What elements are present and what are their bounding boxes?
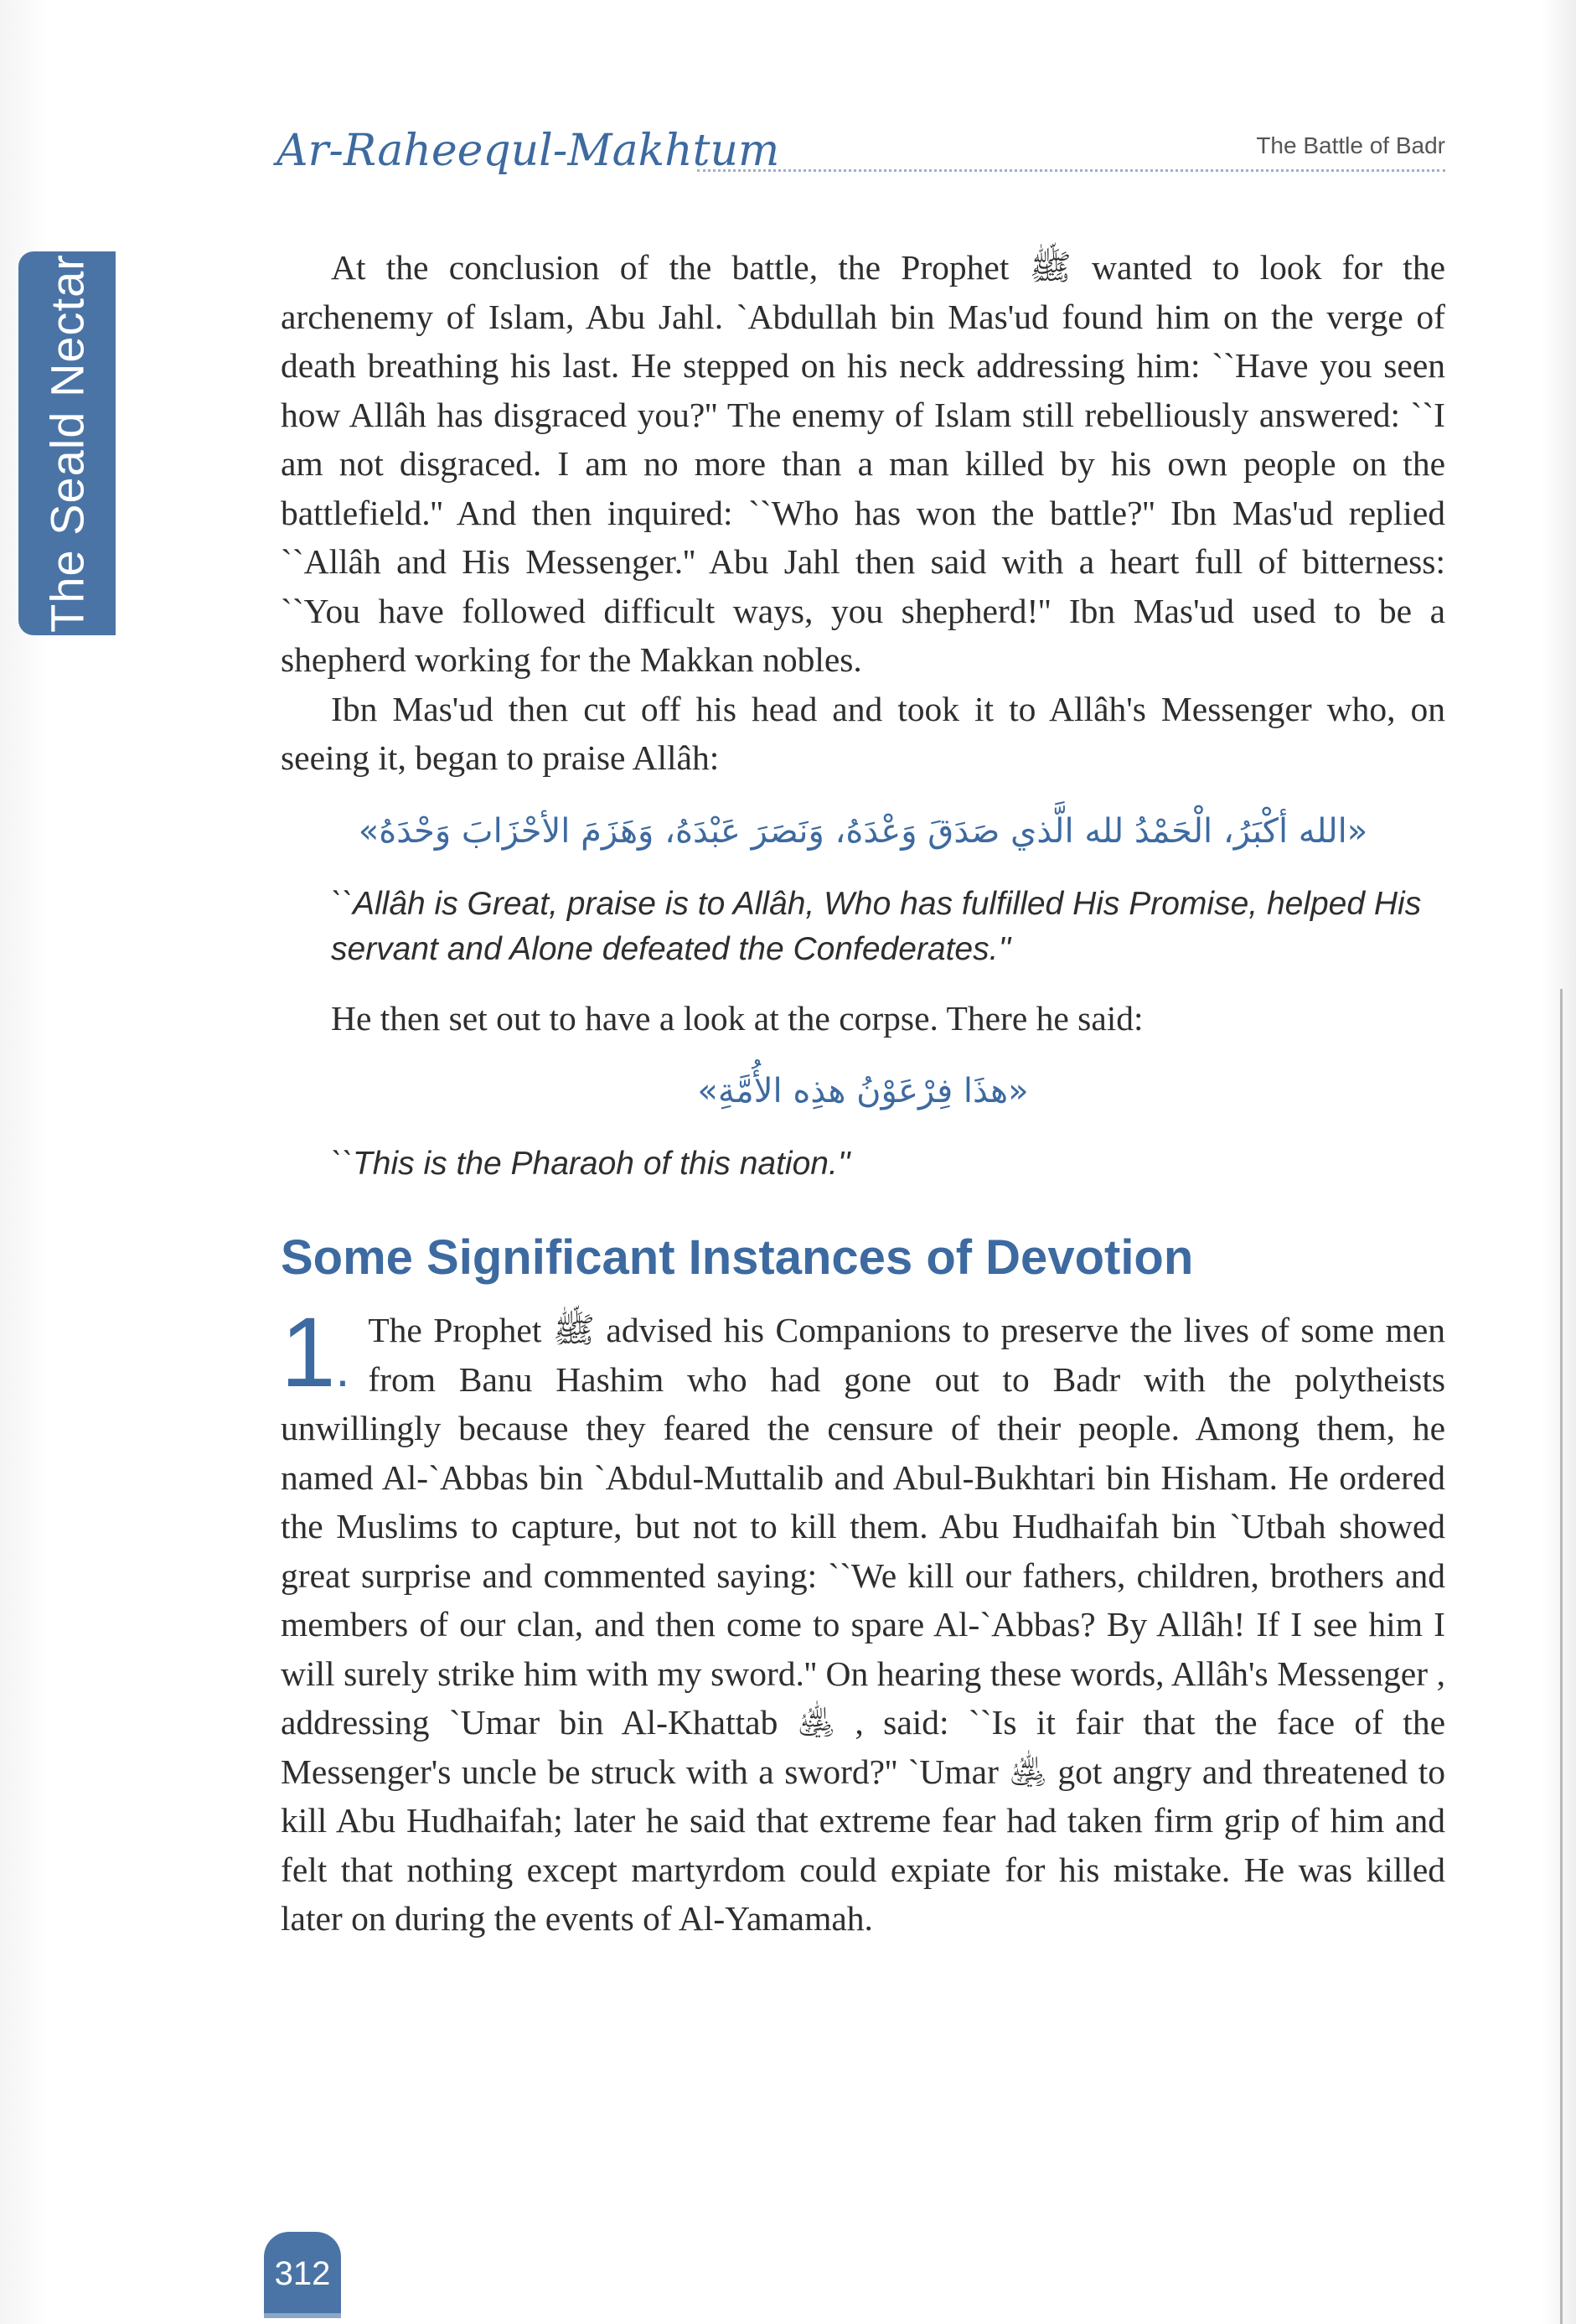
paragraph-corpse: He then set out to have a look at the corpse. There he said: [331, 998, 1144, 1038]
page-content [281, 243, 1445, 1944]
item-number: 1. [281, 1297, 350, 1408]
paragraph-ibn-masud: Ibn Mas'ud then cut off his head and took it to Allâh's Messenger who, on seeing it, began to praise Allâh: [281, 689, 1445, 777]
page-number: 312 [264, 2232, 341, 2316]
translation-2: ``This is the Pharaoh of this nation.'' [331, 1146, 850, 1182]
running-header [276, 117, 1445, 184]
book-title: Ar-Raheequl-Makhtum [276, 126, 780, 176]
side-tab-label: The Seald Nectar [40, 254, 94, 633]
translation-1: ``Allâh is Great, praise is to Allâh, Who has fulfilled His Promise, helped His servant and Alone defeated the Confederates.'' [331, 885, 1422, 967]
arabic-quote-1: «الله أكْبَرُ، الْحَمْدُ لله الَّذي صَدَقَ وَعْدَهُ، وَنَصَرَ عَبْدَهُ، وَهَزَمَ الأحْزَابَ وَحْدَهُ» [358, 811, 1368, 851]
chapter-title: The Battle of Badr [1248, 132, 1445, 159]
page-edge-rule [1560, 989, 1563, 2324]
item-text: The Prophet ﷺ advised his Companions to preserve the lives of some men from Banu Hashim who had gone out to Badr with the polytheists unwillingly because they feared the censure of their people. Among them, he named Al-`Abbas bin `Abdul-Muttalib and Abul-Bukhtari bin Hisham. He ordered the Muslims to capture, but not to kill them. Abu Hudhaifah bin `Utbah showed great surprise and commented saying: ``We kill our fathers, children, brothers and members of our clan, and then come to spare Al-`Abbas? By Allâh! If I see him I will surely strike him with my sword.'' On hearing these words, Allâh's Messenger , addressing `Umar bin Al-Khattab ﵁ , said: ``Is it fair that the face of the Messenger's uncle be struck with a sword?'' `Umar ﵁ got angry and threatened to kill Abu Hudhaifah; later he said that extreme fear had taken firm grip of him and felt that nothing except martyrdom could expiate for his mistake. He was killed later on during the events of Al-Yamamah. [281, 1311, 1445, 1938]
paragraph-abu-jahl: At the conclusion of the battle, the Prophet ﷺ wanted to look for the archenemy of Islam, Abu Jahl. `Abdullah bin Mas'ud found him on the verge of death breathing his last. He stepped on his neck addressing him: ``Have you seen how Allâh has disgraced you?'' The enemy of Islam still rebelliously answered: ``I am not disgraced. I am no more than a man killed by his own people on the battlefield.'' And then inquired: ``Who has won the battle?'' Ibn Mas'ud replied ``Allâh and His Messenger.'' Abu Jahl then said with a heart full of bitterness: ``You have followed difficult ways, you shepherd!'' Ibn Mas'ud used to be a shepherd working for the Makkan nobles. [281, 248, 1445, 679]
section-heading: Some Significant Instances of Devotion [281, 1230, 1194, 1285]
arabic-quote-2: «هذَا فِرْعَوْنُ هذِه الأُمَّةِ» [697, 1072, 1029, 1110]
header-dotted-rule [697, 169, 1445, 172]
page-number-underline [264, 2313, 341, 2318]
list-item-1 [281, 1297, 1445, 1944]
